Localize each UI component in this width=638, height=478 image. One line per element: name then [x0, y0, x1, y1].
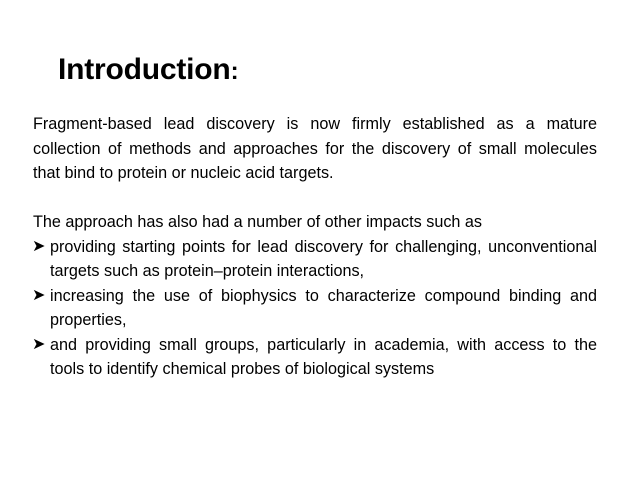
- slide-title-text: Introduction: [58, 53, 231, 86]
- list-item-text: providing starting points for lead discovery for challenging, unconventional targets such as protein–protein interactions,: [50, 237, 597, 280]
- slide-body: [33, 112, 597, 382]
- list-item: [33, 333, 597, 382]
- paragraph-spacer: [33, 186, 597, 211]
- impacts-intro: The approach has also had a number of other impacts such as: [33, 213, 483, 231]
- arrow-bullet-icon: ➤: [32, 286, 46, 304]
- list-item: [33, 284, 597, 333]
- slide-title-colon: :: [230, 58, 239, 85]
- list-item-text: and providing small groups, particularly in academia, with access to the tools to identify chemical probes of biological systems: [50, 335, 597, 378]
- list-item: [33, 235, 597, 284]
- arrow-bullet-icon: ➤: [32, 335, 46, 353]
- slide-title: [58, 50, 238, 92]
- arrow-bullet-icon: ➤: [32, 237, 46, 255]
- impacts-list: [33, 235, 597, 382]
- intro-paragraph: Fragment-based lead discovery is now firmly established as a mature collection of methods and approaches for the discovery of small molecules that bind to protein or nucleic acid targets.: [33, 115, 597, 182]
- list-item-text: increasing the use of biophysics to characterize compound binding and properties,: [50, 286, 597, 329]
